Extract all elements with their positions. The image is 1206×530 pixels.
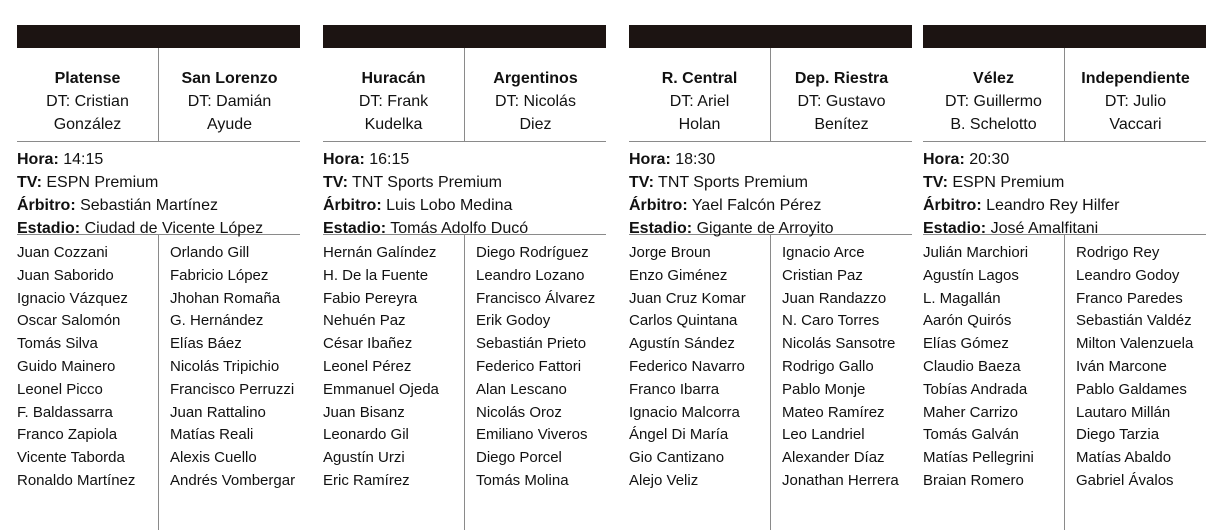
referee — [629, 194, 912, 217]
referee-value: Sebastián Martínez — [80, 197, 218, 214]
player-name: Nicolás Tripichio — [170, 357, 280, 375]
match-time-label: Hora: — [923, 151, 965, 168]
coach-line: DT: Nicolás — [495, 93, 576, 110]
player-name: Jorge Broun — [629, 244, 711, 261]
player-name: Tobías Andrada — [923, 380, 1028, 398]
header-bar — [629, 25, 912, 48]
lineups — [923, 235, 1206, 530]
player-name: Enzo Giménez — [629, 266, 728, 284]
player-name: Fabio Pereyra — [323, 289, 418, 307]
player-name: Franco Ibarra — [629, 380, 720, 398]
player-name: Juan Cozzani — [17, 244, 108, 261]
player-name: Lautaro Millán — [1076, 403, 1171, 421]
match-time — [923, 148, 1206, 171]
player-name: Aarón Quirós — [923, 312, 1012, 330]
referee — [323, 194, 606, 217]
divider — [770, 235, 771, 530]
home-lineup — [323, 242, 439, 493]
header-bar — [17, 25, 300, 48]
tv-channel — [923, 171, 1206, 194]
player-name: Cristian Paz — [782, 266, 863, 284]
player-name: Federico Fattori — [476, 357, 582, 375]
match-time — [17, 148, 300, 171]
stadium-label: Estadio: — [629, 220, 693, 237]
team-name: San Lorenzo — [181, 70, 278, 87]
teams-row — [629, 48, 912, 142]
player-name: Elías Gómez — [923, 335, 1009, 353]
player-name: Ignacio Vázquez — [17, 289, 128, 307]
lineups — [323, 235, 606, 530]
player-name: Franco Paredes — [1076, 289, 1183, 307]
player-name: Ángel Di María — [629, 426, 729, 444]
stadium-value: Gigante de Arroyito — [696, 220, 834, 237]
away-lineup — [782, 242, 899, 493]
tv-channel-label: TV: — [923, 174, 948, 191]
player-name: Tomás Galván — [923, 426, 1019, 444]
player-name: Juan Rattalino — [170, 403, 266, 421]
stadium-label: Estadio: — [17, 220, 81, 237]
player-name: Emiliano Viveros — [476, 426, 588, 444]
player-name: Eric Ramírez — [323, 471, 410, 489]
player-name: Braian Romero — [923, 471, 1024, 489]
referee-value: Leandro Rey Hilfer — [986, 197, 1120, 214]
tv-channel — [17, 171, 300, 194]
referee-label: Árbitro: — [923, 197, 982, 214]
header-bar — [923, 25, 1206, 48]
player-name: Alejo Veliz — [629, 471, 699, 489]
match-time — [323, 148, 606, 171]
coach-line: Ayude — [206, 116, 253, 133]
player-name: Juan Randazzo — [782, 289, 887, 307]
player-name: Andrés Vombergar — [170, 471, 296, 489]
player-name: Nicolás Sansotre — [782, 335, 896, 353]
teams-row — [923, 48, 1206, 142]
match-card — [17, 25, 300, 530]
player-name: Nehuén Paz — [323, 312, 406, 330]
lineups — [629, 235, 912, 530]
player-name: Carlos Quintana — [629, 312, 738, 330]
stadium-value: José Amalfitani — [990, 220, 1099, 237]
coach-line: DT: Ariel — [669, 93, 730, 110]
home-team — [923, 67, 1064, 136]
team-name: Huracán — [361, 70, 426, 87]
team-name: Vélez — [973, 70, 1014, 87]
player-name: Ronaldo Martínez — [17, 471, 136, 489]
referee — [923, 194, 1206, 217]
match-time-value: 18:30 — [675, 151, 716, 168]
home-team — [17, 67, 158, 136]
player-name: Vicente Taborda — [17, 449, 125, 467]
coach-line: Benítez — [814, 116, 869, 133]
player-name: Ignacio Malcorra — [629, 403, 740, 421]
match-time-label: Hora: — [323, 151, 365, 168]
player-name: Fabricio López — [170, 266, 269, 284]
player-name: Guido Mainero — [17, 357, 116, 375]
stadium-label: Estadio: — [923, 220, 987, 237]
teams-row — [323, 48, 606, 142]
player-name: Alexis Cuello — [170, 449, 257, 467]
player-name: Pablo Monje — [782, 380, 866, 398]
away-lineup — [476, 242, 595, 493]
match-info — [629, 142, 912, 235]
teams-row — [17, 48, 300, 142]
player-name: Agustín Urzi — [323, 449, 405, 467]
coach-line: Vaccari — [1109, 116, 1162, 133]
player-name: Leonardo Gil — [323, 426, 409, 444]
tv-channel-value: ESPN Premium — [46, 174, 159, 191]
player-name: Matías Abaldo — [1076, 449, 1172, 467]
match-info — [323, 142, 606, 235]
coach-line: DT: Julio — [1104, 93, 1167, 110]
match-info — [923, 142, 1206, 235]
match-time-label: Hora: — [629, 151, 671, 168]
player-name: Jonathan Herrera — [782, 471, 899, 489]
player-name: F. Baldassarra — [17, 403, 113, 421]
divider — [158, 235, 159, 530]
player-name: Alan Lescano — [476, 380, 567, 398]
home-lineup — [923, 242, 1034, 493]
player-name: Tomás Molina — [476, 471, 569, 489]
referee-label: Árbitro: — [17, 197, 76, 214]
player-name: Juan Bisanz — [323, 403, 405, 421]
away-lineup — [1076, 242, 1193, 493]
match-time-value: 20:30 — [969, 151, 1010, 168]
coach-line: Kudelka — [364, 116, 423, 133]
referee — [17, 194, 300, 217]
player-name: Federico Navarro — [629, 357, 745, 375]
player-name: Oscar Salomón — [17, 312, 121, 330]
player-name: Rodrigo Gallo — [782, 357, 874, 375]
away-team — [1065, 67, 1206, 136]
tv-channel-label: TV: — [629, 174, 654, 191]
divider — [464, 235, 465, 530]
player-name: Iván Marcone — [1076, 357, 1167, 375]
player-name: Leo Landriel — [782, 426, 865, 444]
coach-line: DT: Guillermo — [945, 93, 1042, 110]
away-team — [771, 67, 912, 136]
player-name: Juan Cruz Komar — [629, 289, 746, 307]
player-name: Pablo Galdames — [1076, 380, 1187, 398]
player-name: Elías Báez — [170, 335, 242, 353]
player-name: N. Caro Torres — [782, 312, 880, 330]
team-name: Independiente — [1081, 70, 1190, 87]
match-card — [923, 25, 1206, 530]
lineups — [17, 235, 300, 530]
tv-channel — [629, 171, 912, 194]
player-name: Emmanuel Ojeda — [323, 380, 439, 398]
player-name: Juan Saborido — [17, 266, 114, 284]
coach-line: B. Schelotto — [950, 116, 1037, 133]
player-name: Erik Godoy — [476, 312, 551, 330]
player-name: Francisco Perruzzi — [170, 380, 295, 398]
home-team — [629, 67, 770, 136]
referee-label: Árbitro: — [629, 197, 688, 214]
coach-line: DT: Cristian — [46, 93, 129, 110]
team-name: Platense — [54, 70, 121, 87]
coach-line: González — [53, 116, 122, 133]
referee-label: Árbitro: — [323, 197, 382, 214]
player-name: Gabriel Ávalos — [1076, 471, 1174, 489]
coach-line: Holan — [678, 116, 721, 133]
player-name: Maher Carrizo — [923, 403, 1019, 421]
away-lineup — [170, 242, 295, 493]
match-card — [323, 25, 606, 530]
player-name: Hernán Galíndez — [323, 244, 437, 261]
player-name: Ignacio Arce — [782, 244, 865, 261]
stadium-label: Estadio: — [323, 220, 387, 237]
player-name: Matías Pellegrini — [923, 449, 1034, 467]
referee-value: Luis Lobo Medina — [386, 197, 513, 214]
player-name: Diego Porcel — [476, 449, 562, 467]
referee-value: Yael Falcón Pérez — [691, 197, 822, 214]
player-name: Leandro Lozano — [476, 266, 585, 284]
coach-line: DT: Damián — [187, 93, 272, 110]
player-name: Julián Marchiori — [923, 244, 1029, 261]
team-name: Dep. Riestra — [794, 70, 889, 87]
player-name: Matías Reali — [170, 426, 254, 444]
match-card — [629, 25, 912, 530]
player-name: César Ibañez — [323, 335, 413, 353]
tv-channel-value: TNT Sports Premium — [658, 174, 808, 191]
match-time — [629, 148, 912, 171]
stadium-value: Tomás Adolfo Ducó — [390, 220, 529, 237]
player-name: G. Hernández — [170, 312, 264, 330]
player-name: Gio Cantizano — [629, 449, 725, 467]
stadium-value: Ciudad de Vicente López — [84, 220, 264, 237]
tv-channel-label: TV: — [17, 174, 42, 191]
player-name: Franco Zapiola — [17, 426, 118, 444]
player-name: Leandro Godoy — [1076, 266, 1180, 284]
player-name: Sebastián Valdéz — [1076, 312, 1192, 330]
player-name: Agustín Sández — [629, 335, 735, 353]
player-name: Sebastián Prieto — [476, 335, 587, 353]
tv-channel — [323, 171, 606, 194]
player-name: Leonel Picco — [17, 380, 103, 398]
player-name: Rodrigo Rey — [1076, 244, 1160, 261]
away-team — [159, 67, 300, 136]
player-name: Nicolás Oroz — [476, 403, 562, 421]
player-name: Diego Tarzia — [1076, 426, 1160, 444]
player-name: Agustín Lagos — [923, 266, 1019, 284]
header-bar — [323, 25, 606, 48]
coach-line: Diez — [519, 116, 552, 133]
coach-line: DT: Gustavo — [797, 93, 886, 110]
match-time-label: Hora: — [17, 151, 59, 168]
team-name: Argentinos — [493, 70, 578, 87]
player-name: Mateo Ramírez — [782, 403, 885, 421]
tv-channel-value: ESPN Premium — [952, 174, 1065, 191]
player-name: L. Magallán — [923, 289, 1001, 307]
away-team — [465, 67, 606, 136]
player-name: Francisco Álvarez — [476, 289, 596, 307]
player-name: H. De la Fuente — [323, 266, 429, 284]
tv-channel-value: TNT Sports Premium — [352, 174, 502, 191]
match-time-value: 16:15 — [369, 151, 410, 168]
home-lineup — [629, 242, 746, 493]
divider — [1064, 235, 1065, 530]
player-name: Leonel Pérez — [323, 357, 412, 375]
player-name: Tomás Silva — [17, 335, 98, 353]
player-name: Alexander Díaz — [782, 449, 885, 467]
team-name: R. Central — [661, 70, 738, 87]
player-name: Orlando Gill — [170, 244, 250, 261]
coach-line: DT: Frank — [358, 93, 429, 110]
player-name: Diego Rodríguez — [476, 244, 589, 261]
match-info — [17, 142, 300, 235]
home-team — [323, 67, 464, 136]
home-lineup — [17, 242, 135, 493]
match-time-value: 14:15 — [63, 151, 104, 168]
tv-channel-label: TV: — [323, 174, 348, 191]
player-name: Jhohan Romaña — [170, 289, 281, 307]
player-name: Claudio Baeza — [923, 357, 1021, 375]
player-name: Milton Valenzuela — [1076, 335, 1194, 353]
